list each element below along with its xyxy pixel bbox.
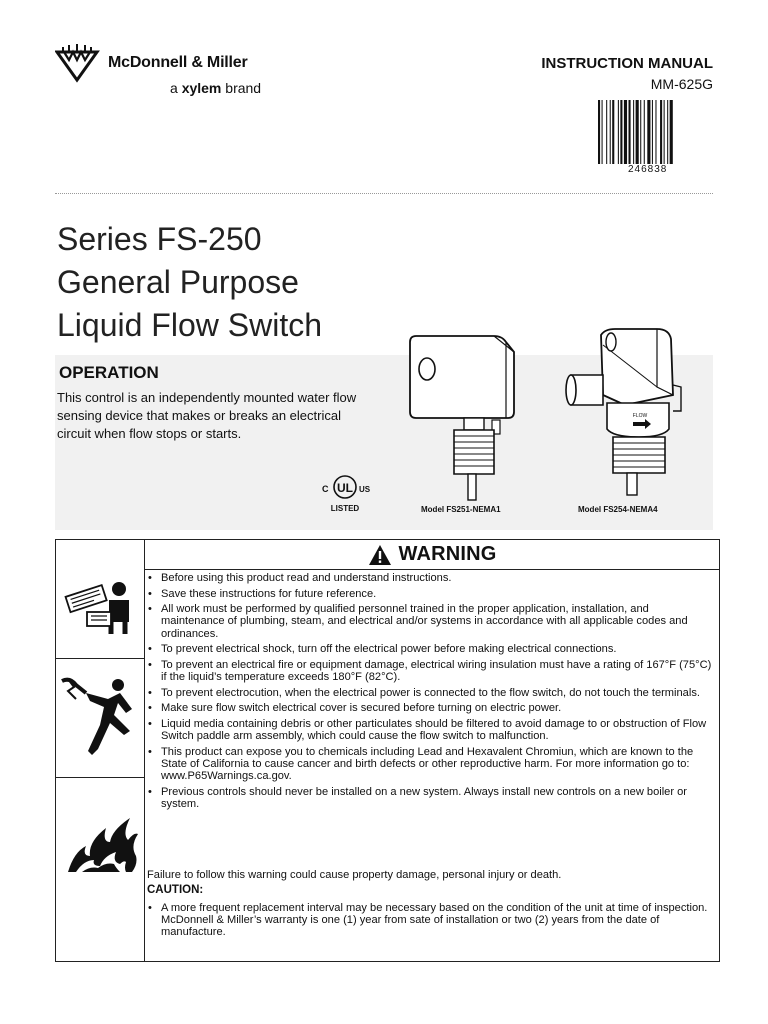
icon-divider bbox=[56, 777, 145, 778]
warning-heading: WARNING bbox=[398, 543, 497, 565]
warning-item: • To prevent an electrical fire or equipment damage, electrical wiring insulation must have a rating of 167°F (75°C) if the liquid’s temperature exceeds 180°F (82°C). bbox=[147, 659, 715, 683]
title-line-2: General Purpose bbox=[57, 264, 299, 300]
warning-header bbox=[145, 540, 720, 569]
manual-code: MM-625G bbox=[650, 76, 713, 92]
caution-heading: CAUTION: bbox=[147, 884, 204, 896]
warning-item: • Before using this product read and understand instructions. bbox=[147, 572, 715, 584]
manual-title: INSTRUCTION MANUAL bbox=[541, 55, 713, 72]
read-manual-icon bbox=[63, 578, 139, 636]
svg-text:LISTED: LISTED bbox=[330, 504, 360, 513]
warning-item: • To prevent electrical shock, turn off the electrical power before making electrical connections. bbox=[147, 643, 715, 655]
electrical-shock-icon bbox=[60, 675, 140, 760]
title-line-3: Liquid Flow Switch bbox=[57, 307, 322, 343]
svg-text:US: US bbox=[359, 485, 371, 494]
svg-text:C: C bbox=[322, 484, 329, 494]
svg-text:UL: UL bbox=[337, 481, 353, 495]
brand-subtitle: a xylem brand bbox=[170, 80, 262, 96]
warning-item: • Make sure flow switch electrical cover is secured before turning on electric power. bbox=[147, 702, 715, 714]
warning-item: • All work must be performed by qualified personnel trained in the proper application, installation, and maintenance of plumbing, steam, and electrical and/or systems in accordance with all applicable codes and ordinances. bbox=[147, 603, 715, 640]
failure-notice: Failure to follow this warning could cause property damage, personal injury or death. bbox=[147, 869, 562, 881]
ul-listed-mark bbox=[318, 474, 376, 514]
model-fs254-caption: Model FS254-NEMA4 bbox=[578, 505, 658, 514]
header-divider bbox=[55, 193, 713, 194]
warning-item: • This product can expose you to chemicals including Lead and Hexavalent Chromiun, which are known to the State of California to cause cancer and birth defects or other reproductive harm. For more information go to: www.P65Warnings.ca.gov. bbox=[147, 746, 715, 783]
caution-item: • A more frequent replacement interval may be necessary based on the condition of the unit at time of inspection. McDonnell & Miller’s warranty is one (1) year from sate of installation or two (2) years from the date of manufacture. bbox=[147, 902, 715, 939]
page-title bbox=[57, 218, 322, 347]
warning-list bbox=[147, 572, 715, 813]
warning-item: • To prevent electrocution, when the electrical power is connected to the flow switch, do not touch the terminals. bbox=[147, 687, 715, 699]
barcode-number: 246838 bbox=[628, 164, 668, 175]
svg-text:FLOW: FLOW bbox=[632, 413, 648, 419]
warning-triangle-icon bbox=[368, 544, 392, 566]
warning-item: • Previous controls should never be installed on a new system. Always install new controls on a new boiler or system. bbox=[147, 786, 715, 810]
product-fs251-illustration bbox=[402, 332, 522, 502]
warning-item: • Save these instructions for future reference. bbox=[147, 588, 715, 600]
fire-hazard-icon bbox=[66, 812, 140, 874]
operation-text: This control is an independently mounted water flow sensing device that makes or breaks an electrical circuit when flow stops or starts. bbox=[57, 390, 357, 441]
caution-list bbox=[147, 902, 715, 939]
icon-divider bbox=[56, 658, 145, 659]
title-line-1: Series FS-250 bbox=[57, 221, 262, 257]
operation-heading: OPERATION bbox=[59, 363, 159, 382]
product-fs254-illustration bbox=[565, 325, 685, 500]
model-fs251-caption: Model FS251-NEMA1 bbox=[421, 505, 501, 514]
brand-name: McDonnell & Miller bbox=[108, 54, 248, 71]
warning-header-divider bbox=[145, 569, 720, 570]
barcode bbox=[598, 100, 714, 166]
warning-item: • Liquid media containing debris or other particulates should be filtered to avoid damage to or obstruction of Flow Switch paddle arm assembly, which could cause the flow switch to malfunction. bbox=[147, 718, 715, 742]
